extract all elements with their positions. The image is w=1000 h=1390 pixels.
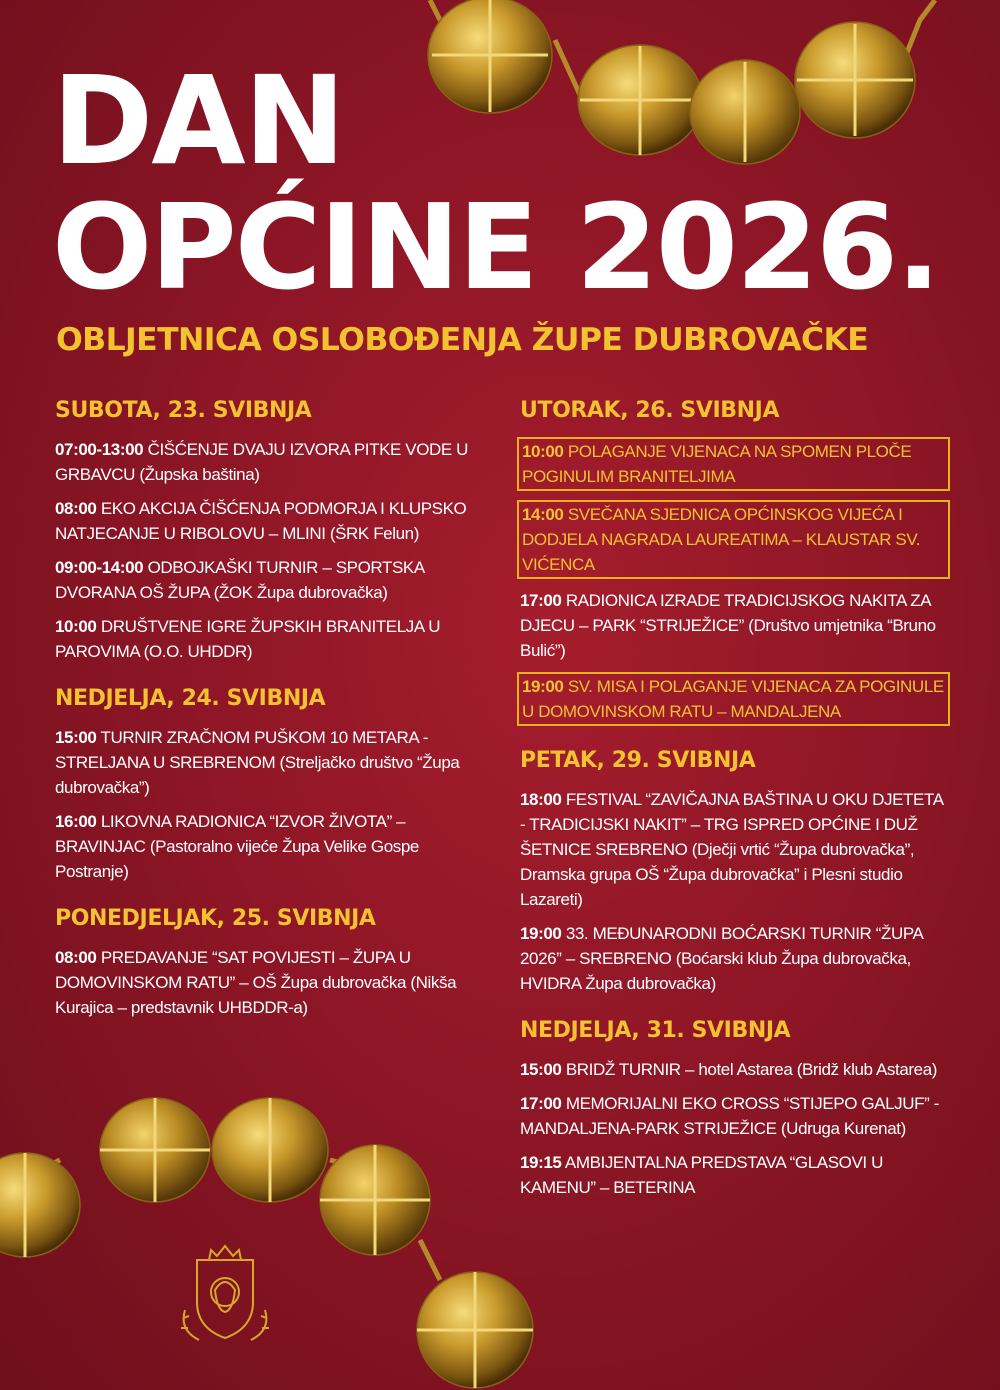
left-column	[55, 398, 475, 1042]
event-text: RADIONICA IZRADE TRADICIJSKOG NAKITA ZA DJECU – PARK “STRIJEŽICE” (Društvo umjetnika “Bruno Bulić”)	[520, 591, 936, 660]
event-text: POLAGANJE VIJENACA NA SPOMEN PLOČE POGINULIM BRANITELJIMA	[522, 442, 912, 486]
event-time: 19:00	[520, 924, 562, 943]
event-time: 09:00-14:00	[55, 558, 144, 577]
day-block	[55, 398, 475, 664]
page-title-line1: DAN	[52, 50, 344, 192]
event-time: 10:00	[522, 442, 564, 461]
event-item	[520, 1150, 950, 1200]
event-text: AMBIJENTALNA PREDSTAVA “GLASOVI U KAMENU” – BETERINA	[520, 1153, 883, 1197]
day-title: NEDJELJA, 31. SVIBNJA	[520, 1018, 791, 1043]
top-beads	[428, 0, 935, 164]
day-title: NEDJELJA, 24. SVIBNJA	[55, 686, 326, 711]
event-time: 19:00	[522, 677, 564, 696]
event-item	[55, 614, 475, 664]
event-text: DRUŠTVENE IGRE ŽUPSKIH BRANITELJA U PAROVIMA (O.O. UHDDR)	[55, 617, 441, 661]
event-item	[55, 555, 475, 605]
event-item	[520, 1091, 950, 1141]
day-block	[520, 748, 950, 996]
event-text: SVEČANA SJEDNICA OPĆINSKOG VIJEĆA I DODJELA NAGRADA LAUREATIMA – KLAUSTAR SV. VIĆENCA	[522, 505, 921, 574]
event-time: 19:15	[520, 1153, 562, 1172]
event-item	[55, 496, 475, 546]
day-title: UTORAK, 26. SVIBNJA	[520, 398, 780, 423]
event-time: 08:00	[55, 948, 97, 967]
event-time: 18:00	[520, 790, 562, 809]
right-column	[520, 398, 950, 1222]
event-time: 17:00	[520, 1094, 562, 1113]
event-time: 10:00	[55, 617, 97, 636]
event-text: FESTIVAL “ZAVIČAJNA BAŠTINA U OKU DJETETA - TRADICIJSKI NAKIT” – TRG ISPRED OPĆINE I DUŽ ŠETNICE SREBRENO (Dječji vrtić “Župa dubrovačka”, Dramska grupa OŠ “Župa dubrovačka” i Plesni studio Lazareti)	[520, 790, 943, 909]
day-block	[520, 398, 950, 726]
event-time: 14:00	[522, 505, 564, 524]
event-time: 07:00-13:00	[55, 440, 144, 459]
day-title: PONEDJELJAK, 25. SVIBNJA	[55, 906, 376, 931]
day-block	[55, 686, 475, 884]
event-item	[55, 437, 475, 487]
event-item-highlighted	[517, 437, 950, 491]
event-item-highlighted	[517, 500, 950, 579]
event-time: 16:00	[55, 812, 97, 831]
event-text: BRIDŽ TURNIR – hotel Astarea (Bridž klub Astarea)	[565, 1060, 938, 1079]
event-item	[520, 921, 950, 996]
event-text: SV. MISA I POLAGANJE VIJENACA ZA POGINULE U DOMOVINSKOM RATU – MANDALJENA	[522, 677, 944, 721]
event-text: LIKOVNA RADIONICA “IZVOR ŽIVOTA” – BRAVINJAC (Pastoralno vijeće Župa Velike Gospe Postranje)	[55, 812, 419, 881]
event-text: ČIŠĆENJE DVAJU IZVORA PITKE VODE U GRBAVCU (Župska baština)	[55, 440, 469, 484]
event-item	[55, 945, 475, 1020]
event-text: PREDAVANJE “SAT POVIJESTI – ŽUPA U DOMOVINSKOM RATU” – OŠ Župa dubrovačka (Nikša Kurajica – predstavnik UHBDDR-a)	[55, 948, 457, 1017]
event-text: ODBOJKAŠKI TURNIR – SPORTSKA DVORANA OŠ ŽUPA (ŽOK Župa dubrovačka)	[55, 558, 424, 602]
event-text: 33. MEĐUNARODNI BOĆARSKI TURNIR “ŽUPA 2026” – SREBRENO (Boćarski klub Župa dubrovačka, HVIDRA Župa dubrovačka)	[520, 924, 923, 993]
event-time: 17:00	[520, 591, 562, 610]
day-title: SUBOTA, 23. SVIBNJA	[55, 398, 312, 423]
event-time: 15:00	[520, 1060, 562, 1079]
event-time: 08:00	[55, 499, 97, 518]
event-item-highlighted	[517, 672, 950, 726]
day-block	[520, 1018, 950, 1200]
event-item	[55, 809, 475, 884]
page-title-line2: OPĆINE 2026.	[52, 178, 939, 316]
event-item	[520, 588, 950, 663]
day-title: PETAK, 29. SVIBNJA	[520, 748, 756, 773]
event-text: EKO AKCIJA ČIŠĆENJA PODMORJA I KLUPSKO NATJECANJE U RIBOLOVU – MLINI (ŠRK Felun)	[55, 499, 467, 543]
event-item	[55, 725, 475, 800]
coat-of-arms-icon	[175, 1240, 275, 1350]
event-text: TURNIR ZRAČNOM PUŠKOM 10 METARA - STRELJANA U SREBRENOM (Streljačko društvo “Župa dubrovačka”)	[55, 728, 460, 797]
day-block	[55, 906, 475, 1020]
event-text: MEMORIJALNI EKO CROSS “STIJEPO GALJUF” - MANDALJENA-PARK STRIJEŽICE (Udruga Kurenat)	[520, 1094, 939, 1138]
event-time: 15:00	[55, 728, 97, 747]
page-subtitle: OBLJETNICA OSLOBOĐENJA ŽUPE DUBROVAČKE	[56, 322, 869, 358]
event-item	[520, 787, 950, 912]
event-item	[520, 1057, 950, 1082]
